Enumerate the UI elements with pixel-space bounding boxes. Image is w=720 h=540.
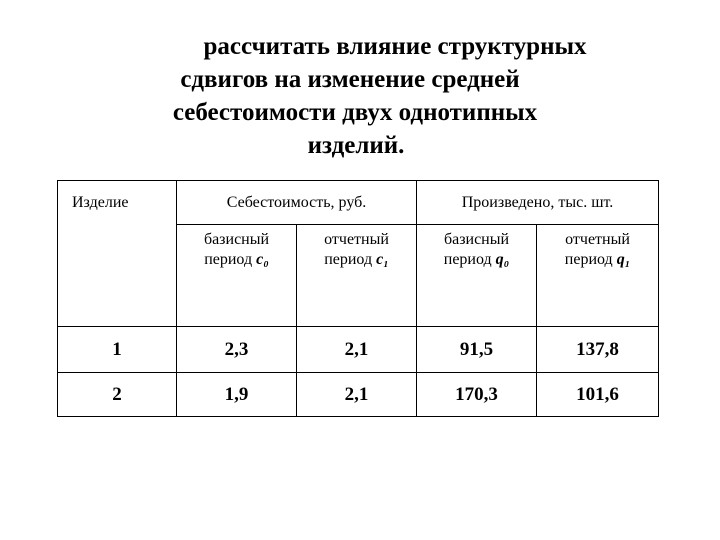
header-item: Изделие xyxy=(58,181,177,327)
subheader-symbol: c₀ xyxy=(256,251,269,268)
subheader-cost-report xyxy=(297,225,417,327)
cell-q1: 137,8 xyxy=(537,327,659,373)
cell-q0: 91,5 xyxy=(417,327,537,373)
subheader-text: отчетный xyxy=(324,231,389,248)
title-line-3: себестоимости двух однотипных xyxy=(172,99,538,126)
title-line-1: рассчитать влияние структурных xyxy=(203,33,587,60)
table-row xyxy=(58,327,659,373)
subheader-symbol: q₀ xyxy=(495,251,510,268)
subheader-text: период xyxy=(443,251,492,268)
title-line-2: сдвигов на изменение средней xyxy=(180,66,520,93)
cell-c0: 1,9 xyxy=(177,373,297,417)
subheader-symbol: q₁ xyxy=(616,251,631,268)
subheader-qty-base xyxy=(417,225,537,327)
subheader-symbol: c₁ xyxy=(376,251,389,268)
subheader-cost-base xyxy=(177,225,297,327)
subheader-text: базисный xyxy=(443,231,510,248)
header-produced: Произведено, тыс. шт. xyxy=(417,181,659,225)
subheader-text: период xyxy=(324,251,373,268)
cell-c0: 2,3 xyxy=(177,327,297,373)
table-row xyxy=(58,373,659,417)
cell-q1: 101,6 xyxy=(537,373,659,417)
cell-item: 2 xyxy=(58,373,177,417)
header-cost: Себестоимость, руб. xyxy=(177,181,417,225)
subheader-text: период xyxy=(204,251,253,268)
cell-c1: 2,1 xyxy=(297,327,417,373)
subheader-text: период xyxy=(564,251,613,268)
subheader-text: базисный xyxy=(203,231,270,248)
cell-c1: 2,1 xyxy=(297,373,417,417)
subheader-qty-report xyxy=(537,225,659,327)
cell-item: 1 xyxy=(58,327,177,373)
page-title xyxy=(0,30,720,162)
cost-production-table xyxy=(57,180,659,417)
title-line-4: изделий. xyxy=(307,132,405,159)
subheader-text: отчетный xyxy=(565,231,630,248)
header-row xyxy=(58,181,659,225)
cell-q0: 170,3 xyxy=(417,373,537,417)
